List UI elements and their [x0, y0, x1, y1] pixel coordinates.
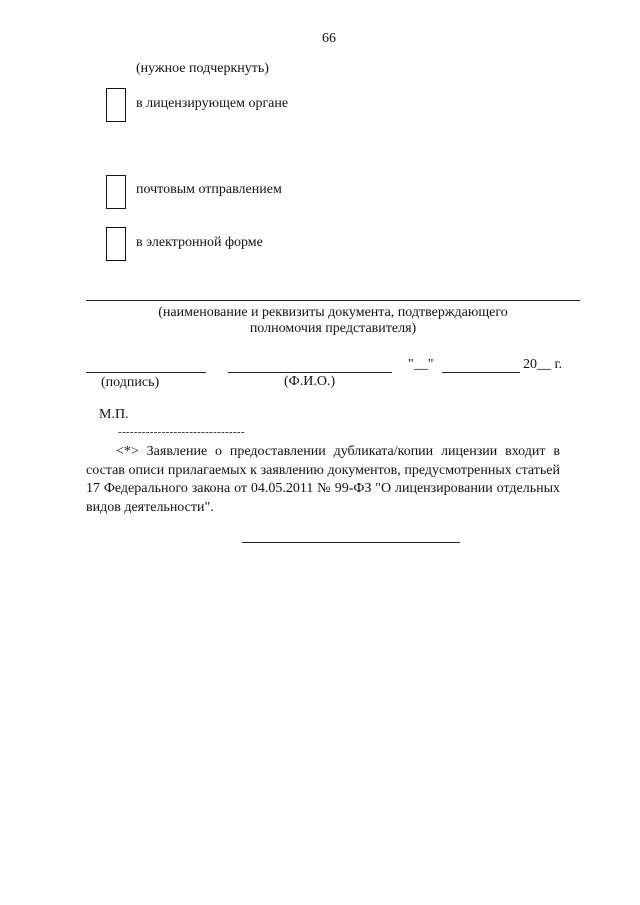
- year-blank: __: [537, 357, 551, 372]
- representative-caption-line2: полномочия представителя): [249, 321, 417, 336]
- year-suffix: г.: [554, 357, 563, 372]
- fio-label: (Ф.И.О.): [284, 374, 336, 389]
- date-quote-open: ": [408, 357, 414, 372]
- fio-line[interactable]: [228, 372, 392, 373]
- option-label-postal: почтовым отправлением: [136, 182, 282, 197]
- option-checkbox-licensing-body[interactable]: [106, 88, 126, 122]
- stamp-label: М.П.: [99, 407, 129, 422]
- representative-document-line[interactable]: [86, 300, 580, 301]
- date-day-blank: __: [413, 357, 428, 372]
- page-number: 66: [322, 31, 336, 46]
- option-label-licensing-body: в лицензирующем органе: [136, 96, 289, 111]
- date-day-field[interactable]: [408, 357, 433, 373]
- closing-line: [242, 542, 460, 543]
- option-checkbox-electronic[interactable]: [106, 227, 126, 261]
- signature-line[interactable]: [86, 372, 206, 373]
- date-year-field[interactable]: [523, 357, 562, 373]
- footnote-separator: --------------------------------: [118, 426, 245, 438]
- representative-caption-line1: (наименование и реквизиты документа, подтверждающего: [158, 305, 508, 320]
- instruction-text: (нужное подчеркнуть): [136, 61, 269, 76]
- option-checkbox-postal[interactable]: [106, 175, 126, 209]
- option-label-electronic: в электронной форме: [136, 235, 263, 250]
- year-prefix: 20: [523, 357, 537, 372]
- date-quote-close: ": [427, 357, 434, 372]
- footnote-text: <*> Заявление о предоставлении дубликата/копии лицензии входит в состав описи прилагаемых к заявлению документов, предусмотренных статьей 17 Федерального закона от 04.05.2011 № 99-ФЗ "О лицензировании отдельных видов деятельности".: [86, 444, 560, 515]
- signature-label: (подпись): [101, 375, 160, 390]
- date-month-line[interactable]: [442, 372, 520, 373]
